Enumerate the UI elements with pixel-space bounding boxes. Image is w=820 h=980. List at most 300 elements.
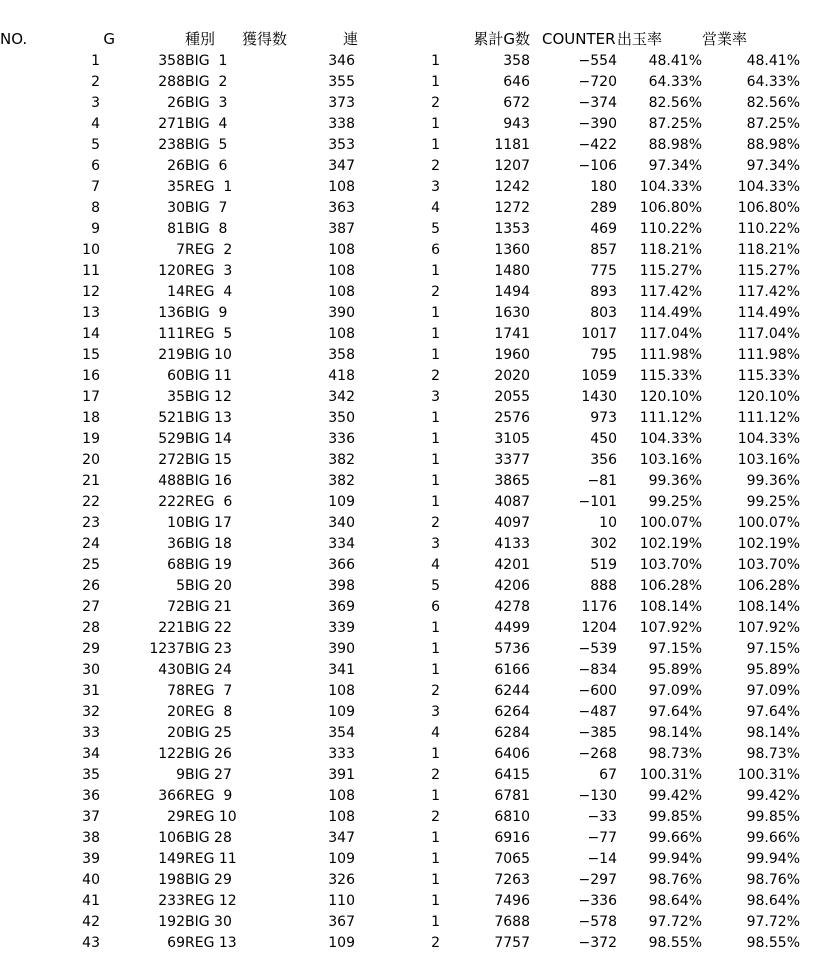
table-row [0,891,800,912]
cell-no: 17 [82,389,100,405]
cell-business: 82.56% [746,95,800,111]
cell-streak: 1 [431,410,440,426]
cell-gain: 108 [328,242,355,258]
header-streak: 連 [343,30,359,48]
cell-gain: 108 [328,326,355,342]
cell-type: BIG 16 [185,473,232,489]
cell-g: 26 [167,95,185,111]
cell-g: 68 [167,557,185,573]
cell-business: 99.66% [746,830,800,846]
cell-streak: 2 [431,284,440,300]
header-cumulative: 累計G数 [473,30,530,48]
cell-no: 43 [82,935,100,951]
cell-gain: 346 [328,53,355,69]
cell-payout: 48.41% [648,53,702,69]
header-counter: COUNTER [542,30,616,48]
cell-streak: 1 [431,263,440,279]
cell-cumulative: 6284 [494,725,530,741]
cell-g: 9 [176,767,185,783]
cell-gain: 326 [328,872,355,888]
cell-streak: 1 [431,473,440,489]
cell-type: REG 11 [185,851,237,867]
cell-payout: 107.92% [639,620,702,636]
cell-counter: 67 [599,767,617,783]
cell-streak: 2 [431,368,440,384]
cell-no: 41 [82,893,100,909]
cell-gain: 347 [328,158,355,174]
table-row [0,51,800,72]
cell-payout: 115.27% [639,263,702,279]
cell-no: 28 [82,620,100,636]
cell-streak: 1 [431,893,440,909]
cell-business: 111.12% [737,410,800,426]
table-row [0,135,800,156]
cell-cumulative: 5736 [494,641,530,657]
cell-cumulative: 4278 [494,599,530,615]
cell-streak: 1 [431,830,440,846]
table-row [0,597,800,618]
cell-cumulative: 1480 [494,263,530,279]
cell-g: 136 [158,305,185,321]
cell-no: 33 [82,725,100,741]
cell-gain: 369 [328,599,355,615]
cell-g: 35 [167,179,185,195]
cell-cumulative: 943 [503,116,530,132]
cell-payout: 117.04% [639,326,702,342]
cell-gain: 350 [328,410,355,426]
cell-cumulative: 3377 [494,452,530,468]
cell-counter: −487 [578,704,617,720]
table-row [0,450,800,471]
cell-g: 72 [167,599,185,615]
cell-g: 366 [158,788,185,804]
cell-g: 529 [158,431,185,447]
cell-business: 110.22% [737,221,800,237]
cell-payout: 99.66% [648,830,702,846]
cell-type: BIG 14 [185,431,232,447]
cell-streak: 2 [431,935,440,951]
cell-counter: 1430 [581,389,617,405]
cell-payout: 87.25% [648,116,702,132]
cell-g: 222 [158,494,185,510]
cell-streak: 1 [431,53,440,69]
cell-type: BIG 9 [185,305,228,321]
table-row [0,408,800,429]
cell-streak: 4 [431,200,440,216]
cell-type: REG 10 [185,809,237,825]
cell-cumulative: 2576 [494,410,530,426]
cell-payout: 99.94% [648,851,702,867]
cell-streak: 1 [431,305,440,321]
cell-cumulative: 6166 [494,662,530,678]
cell-cumulative: 7688 [494,914,530,930]
cell-counter: 857 [590,242,617,258]
cell-streak: 2 [431,809,440,825]
cell-payout: 98.64% [648,893,702,909]
cell-no: 39 [82,851,100,867]
cell-gain: 347 [328,830,355,846]
cell-payout: 99.36% [648,473,702,489]
cell-gain: 355 [328,74,355,90]
cell-cumulative: 1360 [494,242,530,258]
cell-no: 13 [82,305,100,321]
cell-gain: 373 [328,95,355,111]
cell-counter: −600 [578,683,617,699]
cell-g: 120 [158,263,185,279]
cell-counter: 519 [590,557,617,573]
cell-counter: 469 [590,221,617,237]
table-row [0,198,800,219]
cell-streak: 1 [431,116,440,132]
cell-streak: 1 [431,326,440,342]
cell-no: 36 [82,788,100,804]
cell-streak: 2 [431,683,440,699]
cell-g: 272 [158,452,185,468]
table-row [0,933,800,954]
cell-streak: 3 [431,389,440,405]
cell-type: BIG 8 [185,221,228,237]
cell-streak: 3 [431,536,440,552]
cell-cumulative: 1494 [494,284,530,300]
cell-no: 10 [82,242,100,258]
cell-business: 88.98% [746,137,800,153]
cell-no: 24 [82,536,100,552]
cell-gain: 336 [328,431,355,447]
cell-payout: 97.64% [648,704,702,720]
cell-payout: 106.28% [639,578,702,594]
cell-streak: 1 [431,74,440,90]
cell-business: 120.10% [737,389,800,405]
cell-type: BIG 25 [185,725,232,741]
cell-counter: −539 [578,641,617,657]
table-row [0,765,800,786]
table-row [0,72,800,93]
cell-no: 25 [82,557,100,573]
cell-payout: 99.42% [648,788,702,804]
cell-counter: 973 [590,410,617,426]
cell-business: 107.92% [737,620,800,636]
cell-counter: −422 [578,137,617,153]
cell-g: 358 [158,53,185,69]
cell-gain: 363 [328,200,355,216]
cell-business: 97.64% [746,704,800,720]
cell-type: BIG 29 [185,872,232,888]
cell-counter: −268 [578,746,617,762]
cell-business: 98.14% [746,725,800,741]
cell-type: REG 7 [185,683,233,699]
cell-no: 11 [82,263,100,279]
cell-counter: 803 [590,305,617,321]
cell-gain: 391 [328,767,355,783]
cell-counter: −578 [578,914,617,930]
cell-g: 7 [176,242,185,258]
cell-counter: 302 [590,536,617,552]
cell-cumulative: 4133 [494,536,530,552]
cell-payout: 111.98% [639,347,702,363]
cell-cumulative: 646 [503,74,530,90]
cell-cumulative: 7757 [494,935,530,951]
cell-streak: 3 [431,704,440,720]
cell-type: BIG 15 [185,452,232,468]
cell-payout: 103.70% [639,557,702,573]
cell-payout: 114.49% [639,305,702,321]
cell-payout: 82.56% [648,95,702,111]
cell-g: 5 [176,578,185,594]
table-row [0,681,800,702]
cell-cumulative: 1630 [494,305,530,321]
cell-counter: −554 [578,53,617,69]
cell-type: REG 9 [185,788,233,804]
cell-type: BIG 26 [185,746,232,762]
cell-type: BIG 1 [185,53,228,69]
cell-counter: 289 [590,200,617,216]
table-row [0,513,800,534]
cell-payout: 110.22% [639,221,702,237]
cell-business: 99.94% [746,851,800,867]
cell-gain: 342 [328,389,355,405]
cell-gain: 108 [328,809,355,825]
table-row [0,555,800,576]
cell-no: 40 [82,872,100,888]
cell-payout: 111.12% [639,410,702,426]
table-row [0,618,800,639]
table-row [0,702,800,723]
cell-g: 29 [167,809,185,825]
cell-type: BIG 10 [185,347,232,363]
table-row [0,786,800,807]
cell-business: 98.76% [746,872,800,888]
cell-g: 69 [167,935,185,951]
cell-type: REG 8 [185,704,233,720]
cell-no: 31 [82,683,100,699]
cell-cumulative: 1741 [494,326,530,342]
cell-no: 9 [91,221,100,237]
cell-business: 99.36% [746,473,800,489]
table-row [0,219,800,240]
table-row [0,723,800,744]
cell-business: 97.09% [746,683,800,699]
cell-g: 60 [167,368,185,384]
table-row [0,870,800,891]
table-row [0,660,800,681]
cell-counter: −374 [578,95,617,111]
table-header [0,27,800,51]
table-row [0,324,800,345]
cell-cumulative: 4206 [494,578,530,594]
table-row [0,471,800,492]
table-row [0,177,800,198]
cell-g: 1237 [149,641,185,657]
cell-gain: 108 [328,788,355,804]
cell-payout: 99.85% [648,809,702,825]
cell-counter: −81 [587,473,617,489]
cell-streak: 1 [431,347,440,363]
cell-gain: 353 [328,137,355,153]
cell-payout: 104.33% [639,431,702,447]
cell-counter: −385 [578,725,617,741]
header-no: NO. [0,30,28,48]
cell-gain: 109 [328,704,355,720]
cell-gain: 340 [328,515,355,531]
cell-gain: 390 [328,305,355,321]
cell-streak: 1 [431,137,440,153]
table-row [0,807,800,828]
cell-streak: 1 [431,914,440,930]
cell-no: 21 [82,473,100,489]
cell-g: 192 [158,914,185,930]
cell-business: 115.27% [737,263,800,279]
cell-gain: 367 [328,914,355,930]
cell-no: 3 [91,95,100,111]
cell-counter: 356 [590,452,617,468]
cell-streak: 2 [431,95,440,111]
cell-type: REG 2 [185,242,233,258]
cell-g: 122 [158,746,185,762]
cell-cumulative: 3105 [494,431,530,447]
cell-business: 106.28% [737,578,800,594]
cell-counter: 1059 [581,368,617,384]
cell-business: 115.33% [737,368,800,384]
cell-type: REG 6 [185,494,233,510]
table-row [0,639,800,660]
cell-counter: −33 [587,809,617,825]
cell-counter: 1204 [581,620,617,636]
header-payout: 出玉率 [617,30,663,48]
cell-type: BIG 13 [185,410,232,426]
cell-no: 35 [82,767,100,783]
cell-no: 16 [82,368,100,384]
cell-gain: 341 [328,662,355,678]
cell-cumulative: 1272 [494,200,530,216]
cell-counter: −834 [578,662,617,678]
cell-cumulative: 6264 [494,704,530,720]
cell-gain: 333 [328,746,355,762]
cell-type: REG 1 [185,179,233,195]
cell-streak: 2 [431,158,440,174]
cell-g: 111 [158,326,185,342]
cell-cumulative: 4201 [494,557,530,573]
cell-counter: 888 [590,578,617,594]
cell-payout: 106.80% [639,200,702,216]
cell-payout: 98.55% [648,935,702,951]
cell-type: BIG 23 [185,641,232,657]
cell-counter: −130 [578,788,617,804]
cell-business: 97.72% [746,914,800,930]
cell-business: 98.64% [746,893,800,909]
bonus-history-table [0,27,800,954]
cell-gain: 109 [328,935,355,951]
cell-type: BIG 18 [185,536,232,552]
cell-counter: 1176 [581,599,617,615]
cell-g: 10 [167,515,185,531]
cell-counter: 795 [590,347,617,363]
cell-business: 104.33% [737,431,800,447]
cell-business: 97.34% [746,158,800,174]
cell-type: BIG 6 [185,158,228,174]
cell-payout: 64.33% [648,74,702,90]
cell-cumulative: 4097 [494,515,530,531]
cell-no: 34 [82,746,100,762]
cell-payout: 97.15% [648,641,702,657]
cell-streak: 1 [431,494,440,510]
cell-gain: 390 [328,641,355,657]
cell-type: BIG 22 [185,620,232,636]
cell-business: 98.73% [746,746,800,762]
cell-gain: 387 [328,221,355,237]
table-row [0,849,800,870]
cell-g: 233 [158,893,185,909]
cell-cumulative: 358 [503,53,530,69]
table-row [0,345,800,366]
cell-counter: 893 [590,284,617,300]
cell-type: BIG 7 [185,200,228,216]
cell-streak: 5 [431,221,440,237]
table-row [0,93,800,114]
cell-payout: 99.25% [648,494,702,510]
cell-no: 30 [82,662,100,678]
cell-business: 117.42% [737,284,800,300]
cell-cumulative: 4087 [494,494,530,510]
cell-type: BIG 2 [185,74,228,90]
cell-gain: 358 [328,347,355,363]
table-row [0,282,800,303]
cell-streak: 6 [431,242,440,258]
cell-counter: 180 [590,179,617,195]
cell-no: 1 [91,53,100,69]
cell-no: 37 [82,809,100,825]
cell-payout: 100.07% [639,515,702,531]
cell-no: 18 [82,410,100,426]
cell-gain: 108 [328,179,355,195]
cell-cumulative: 3865 [494,473,530,489]
table-row [0,828,800,849]
cell-g: 14 [167,284,185,300]
cell-no: 15 [82,347,100,363]
cell-type: BIG 27 [185,767,232,783]
cell-no: 14 [82,326,100,342]
cell-cumulative: 7065 [494,851,530,867]
cell-counter: −101 [578,494,617,510]
cell-payout: 98.14% [648,725,702,741]
cell-payout: 102.19% [639,536,702,552]
cell-g: 81 [167,221,185,237]
cell-counter: 450 [590,431,617,447]
cell-no: 38 [82,830,100,846]
cell-no: 27 [82,599,100,615]
cell-type: REG 5 [185,326,233,342]
cell-gain: 108 [328,263,355,279]
cell-g: 430 [158,662,185,678]
cell-type: BIG 12 [185,389,232,405]
header-type: 種別 [185,30,216,48]
cell-counter: −77 [587,830,617,846]
cell-business: 106.80% [737,200,800,216]
cell-gain: 398 [328,578,355,594]
cell-payout: 100.31% [639,767,702,783]
cell-no: 42 [82,914,100,930]
cell-streak: 2 [431,767,440,783]
cell-gain: 109 [328,494,355,510]
cell-business: 114.49% [737,305,800,321]
table-row [0,114,800,135]
cell-streak: 1 [431,641,440,657]
cell-cumulative: 7263 [494,872,530,888]
cell-business: 111.98% [737,347,800,363]
cell-g: 106 [158,830,185,846]
cell-type: BIG 4 [185,116,228,132]
table-row [0,429,800,450]
cell-g: 78 [167,683,185,699]
